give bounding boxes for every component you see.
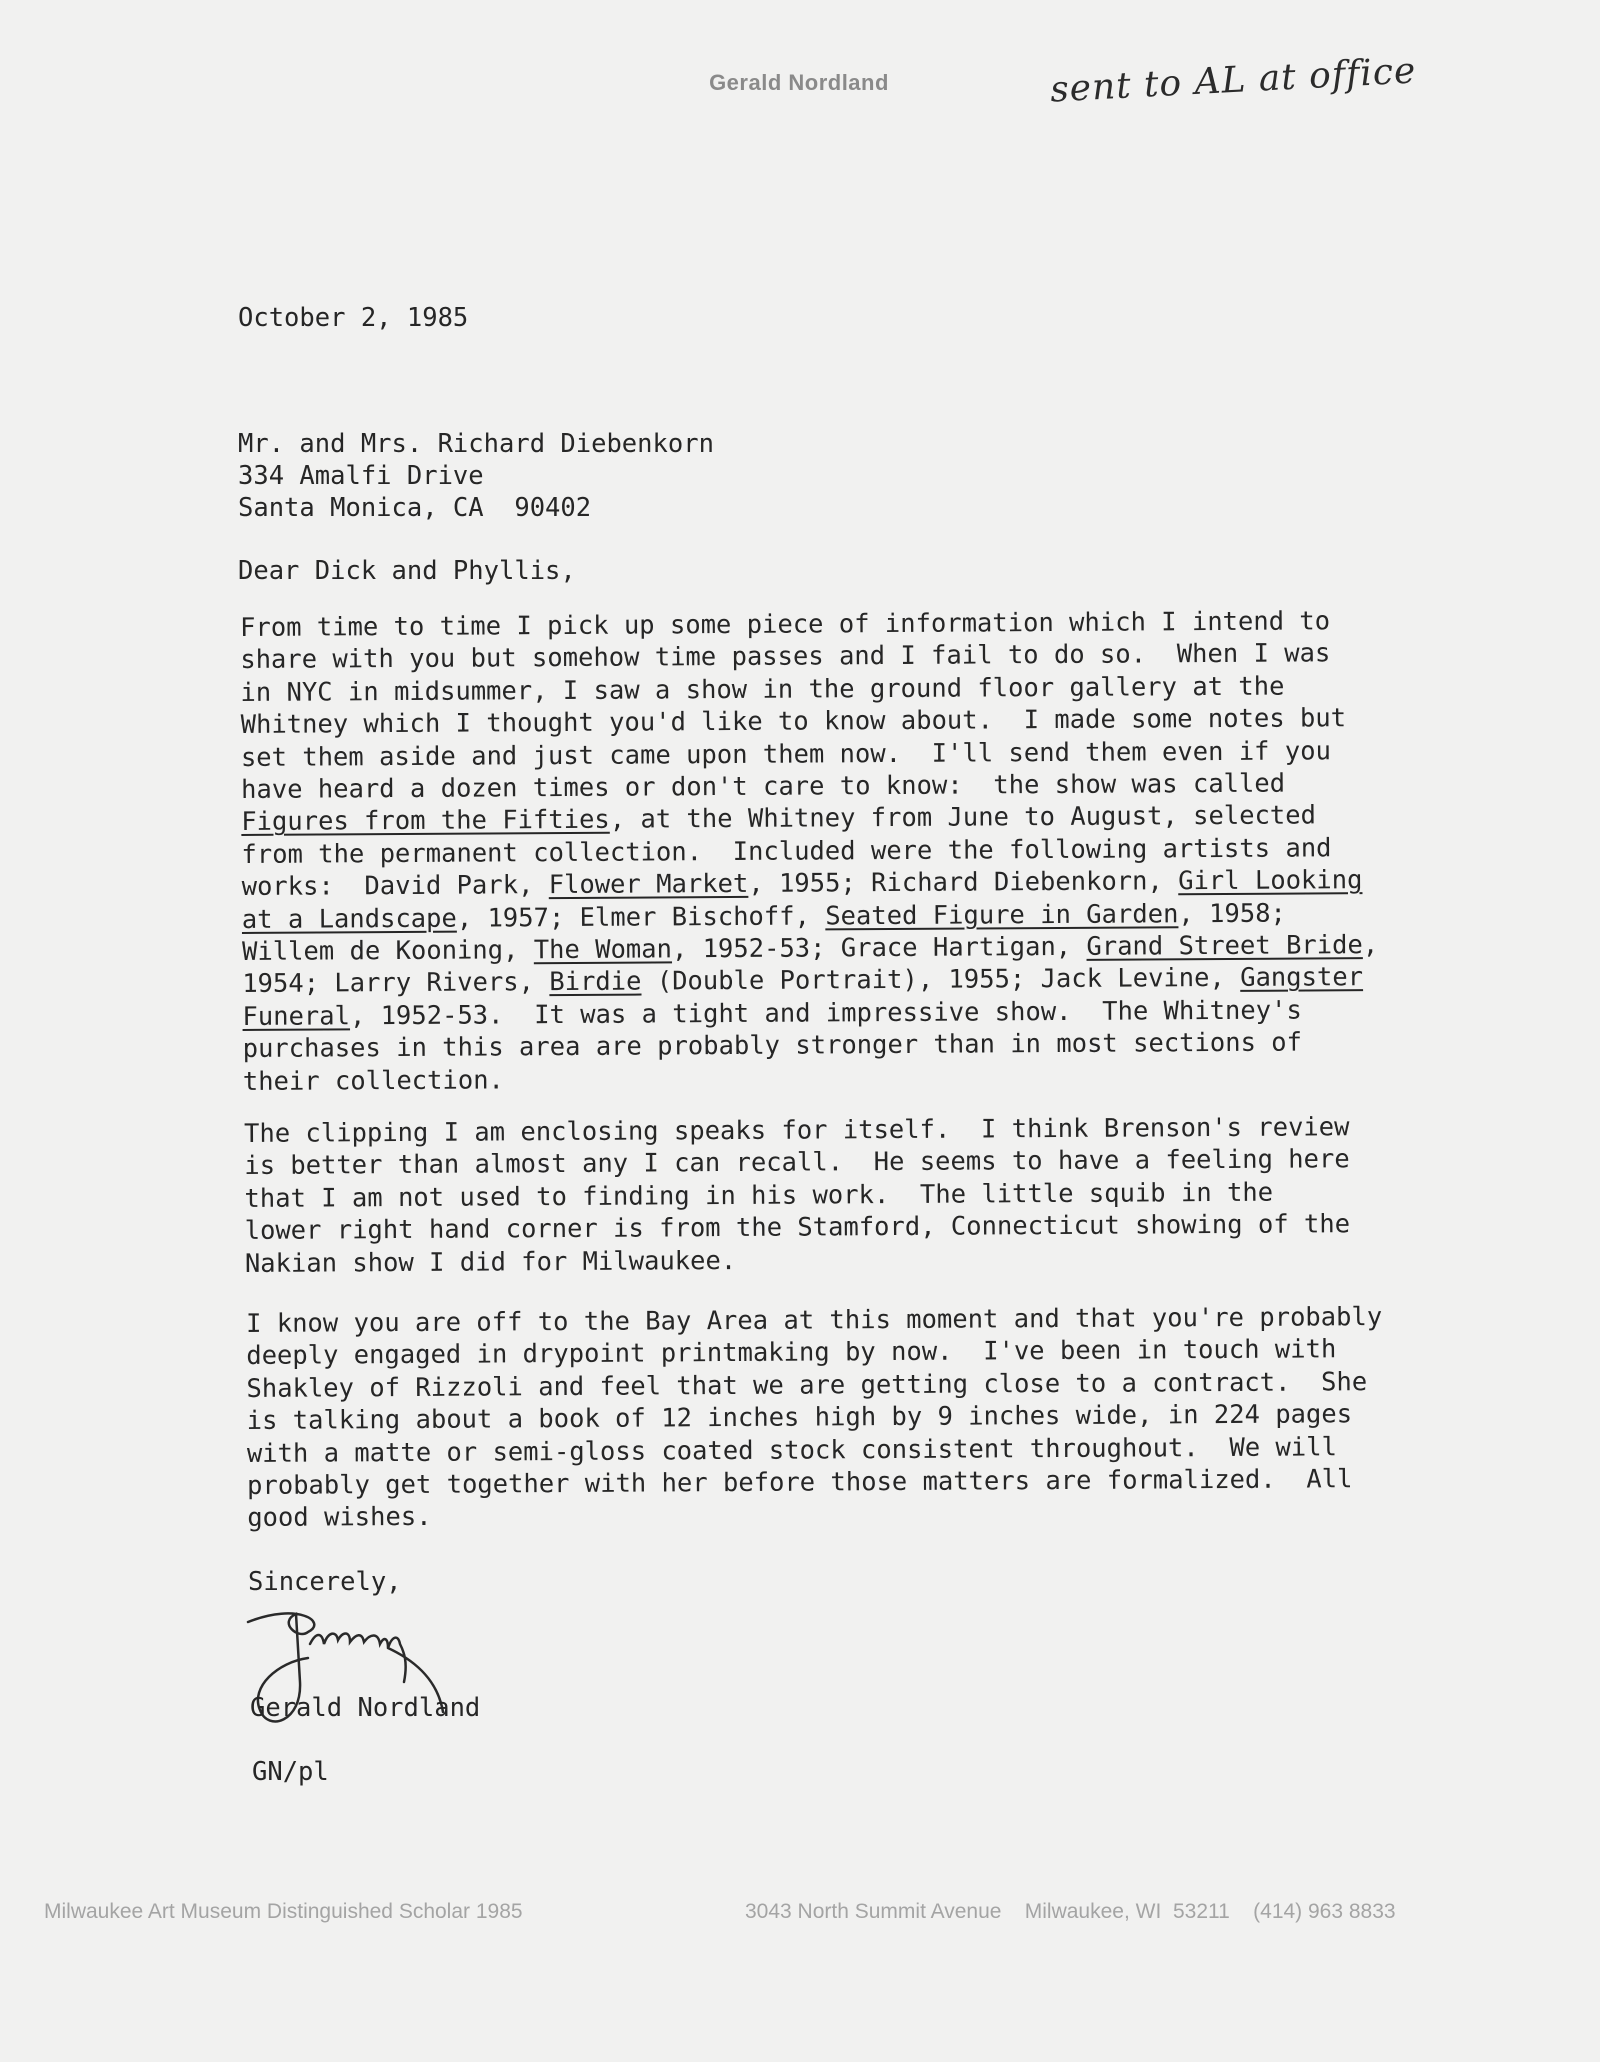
recipient-street: 334 Amalfi Drive	[238, 461, 484, 491]
text-run: , 1957; Elmer Bischoff,	[456, 901, 826, 934]
text-run: (Double Portrait), 1955; Jack Levine,	[641, 963, 1241, 998]
artwork-title: Seated Figure in Garden	[825, 898, 1179, 932]
paragraph-line: Shakley of Rizzoli and feel that we are getting close to a contract. She	[246, 1366, 1368, 1404]
paragraph-line: The clipping I am enclosing speaks for itself. I think Brenson's review	[244, 1112, 1350, 1149]
text-run: , 1952-53. It was a tight and impressive show. The Whitney's	[349, 995, 1302, 1032]
paragraph-line: share with you but somehow time passes and I fail to do so. When I was	[240, 638, 1331, 676]
paragraph-line: that I am not used to finding in his work. The little squib in the	[244, 1177, 1274, 1214]
text-run: , 1952-53; Grace Hartigan,	[671, 931, 1087, 965]
artwork-title: Grand Street Bride	[1086, 930, 1363, 962]
artwork-title: at a Landscape	[241, 903, 457, 935]
paragraph-1	[240, 605, 1423, 1098]
recipient-name: Mr. and Mrs. Richard Diebenkorn	[238, 429, 714, 459]
paragraph-line: probably get together with her before those matters are formalized. All	[246, 1464, 1353, 1502]
paragraph-line: in NYC in midsummer, I saw a show in the ground floor gallery at the	[240, 671, 1285, 708]
text-run: , 1958;	[1178, 898, 1286, 929]
paragraph-line: good wishes.	[247, 1502, 432, 1534]
footer-address: 3043 North Summit Avenue Milwaukee, WI 53211 (414) 963 8833	[745, 1900, 1396, 1923]
artwork-title: Birdie	[549, 967, 642, 998]
paragraph-line: Nakian show I did for Milwaukee.	[244, 1245, 737, 1279]
paragraph-line: is talking about a book of 12 inches high by 9 inches wide, in 224 pages	[246, 1399, 1353, 1437]
paragraph-line: have heard a dozen times or don't care to know: the show was called	[240, 768, 1286, 806]
text-run: Willem de Kooning,	[241, 935, 534, 968]
paragraph-line: From time to time I pick up some piece of information which I intend to	[240, 606, 1331, 643]
artwork-title: Girl Looking	[1178, 865, 1363, 897]
text-run: works: David Park,	[241, 870, 549, 903]
paragraph-line: is better than almost any I can recall. He seems to have a feeling here	[244, 1144, 1350, 1182]
paragraph-line: deeply engaged in drypoint printmaking by now. I've been in touch with	[246, 1334, 1337, 1372]
paragraph-3	[246, 1301, 1427, 1535]
text-run: 1954; Larry Rivers,	[242, 967, 550, 1000]
footer-title: Milwaukee Art Museum Distinguished Scholar 1985	[44, 1900, 523, 1923]
paragraph-line: purchases in this area are probably stronger than in most sections of	[242, 1027, 1303, 1065]
artwork-title: The Woman	[533, 934, 673, 966]
signer-name: Gerald Nordland	[250, 1693, 481, 1723]
text-run: ,	[1362, 930, 1379, 961]
text-run: , 1955; Richard Diebenkorn,	[748, 866, 1179, 900]
text-run: , at the Whitney from June to August, selected	[609, 800, 1317, 836]
recipient-city: Santa Monica, CA 90402	[238, 493, 592, 523]
paragraph-line: from the permanent collection. Included were the following artists and	[241, 833, 1332, 870]
salutation: Dear Dick and Phyllis,	[238, 556, 576, 586]
paragraph-line: I know you are off to the Bay Area at this moment and that you're probably	[246, 1302, 1383, 1339]
paragraph-line: with a matte or semi-gloss coated stock consistent throughout. We will	[246, 1431, 1337, 1469]
artwork-title: Gangster	[1240, 962, 1364, 994]
typist-initials: GN/pl	[252, 1757, 329, 1787]
paragraph-2	[244, 1111, 1425, 1280]
paragraph-line: lower right hand corner is from the Stamford, Connecticut showing of the	[244, 1209, 1351, 1247]
paragraph-line: Whitney which I thought you'd like to know about. I made some notes but	[240, 703, 1347, 741]
paragraph-line: set them aside and just came upon them now. I'll send them even if you	[240, 735, 1331, 773]
artwork-title: Funeral	[242, 1001, 351, 1032]
letter-date: October 2, 1985	[238, 303, 469, 333]
exhibition-title: Figures from the Fifties	[241, 805, 610, 838]
closing: Sincerely,	[248, 1567, 402, 1597]
handwritten-annotation: sent to AL at office	[1049, 50, 1418, 111]
artwork-title: Flower Market	[548, 869, 749, 901]
paragraph-line: their collection.	[242, 1065, 504, 1097]
letterhead-name: Gerald Nordland	[709, 70, 889, 95]
